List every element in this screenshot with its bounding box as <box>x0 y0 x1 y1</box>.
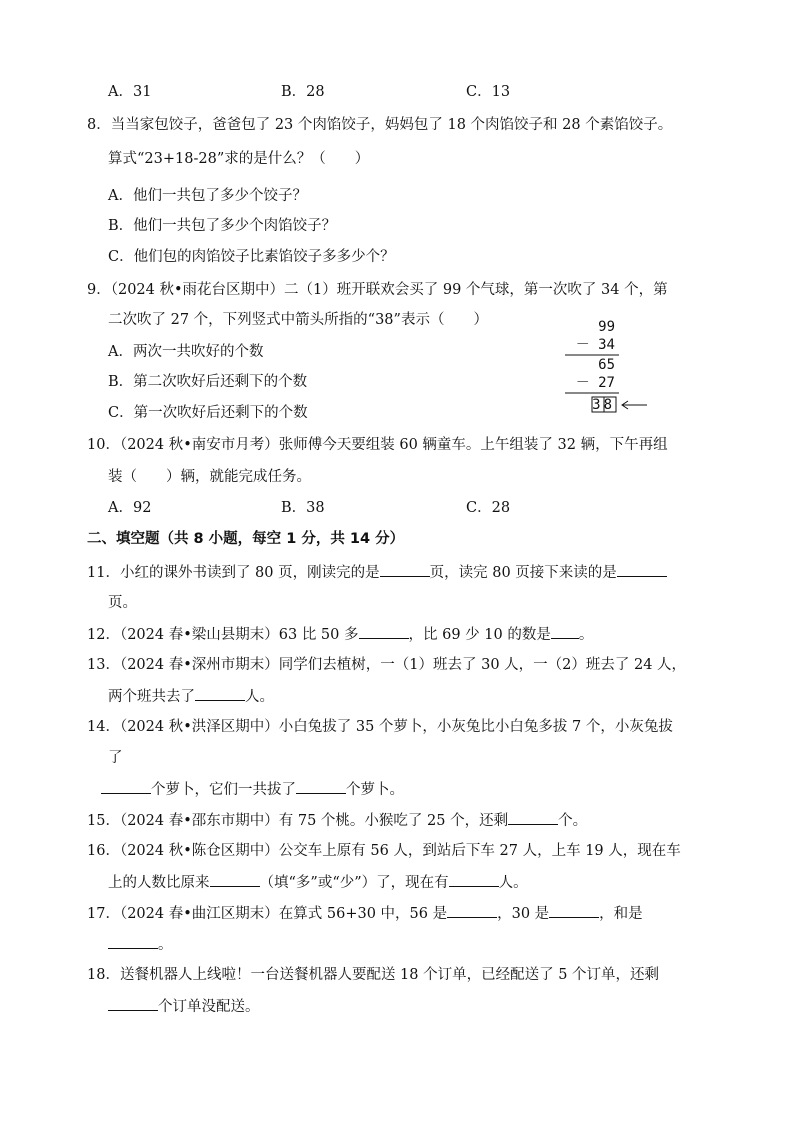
q17-line2 <box>108 934 173 955</box>
q16-text-4: 人。 <box>498 875 528 891</box>
q12-text-2: ，比 69 少 10 的数是 <box>408 627 551 643</box>
q11-blank-1 <box>380 562 430 577</box>
q18-blank-1 <box>108 996 158 1011</box>
q16-text-2: 上的人数比原来 <box>108 875 210 891</box>
q12-blank-1 <box>359 624 409 639</box>
section-heading-fill-in: 二、填空题（共 8 小题，每空 1 分，共 14 分） <box>87 531 405 547</box>
vertical-subtraction-figure <box>555 315 655 420</box>
q14-blank-2 <box>296 779 346 794</box>
q15-text-2: 个。 <box>558 813 588 829</box>
q11-text-1: 11．小红的课外书读到了 80 页，刚读完的是 <box>87 565 380 581</box>
calc-row3: 65 <box>598 357 615 373</box>
q8-stem-line2: 算式“23+18-28”求的是什么？（ ） <box>108 151 370 167</box>
q15-blank-1 <box>508 810 558 825</box>
q17-blank-3 <box>108 934 158 949</box>
q17-blank-2 <box>549 903 599 918</box>
q16-blank-1 <box>210 872 260 887</box>
q18-text-2: 个订单没配送。 <box>158 999 260 1015</box>
calc-result: 38 <box>592 397 615 413</box>
q13-line2 <box>108 686 274 707</box>
q16-line1: 16．（2024 秋•陈仓区期中）公交车上原有 56 人，到站后下车 27 人，上车 19 人，现在车 <box>87 843 681 859</box>
q14-blank-1 <box>101 779 151 794</box>
q14-text-3: 个萝卜，它们一共拔了 <box>151 782 296 798</box>
q11-text-2: 页，读完 80 页接下来读的是 <box>429 565 617 581</box>
q12-text-1: 12．（2024 春•梁山县期末）63 比 50 多 <box>87 627 359 643</box>
q14-line1: 14．（2024 秋•洪泽区期中）小白兔拔了 35 个萝卜，小灰兔比小白兔多拔 7 个，小灰兔拔 <box>87 719 673 735</box>
q10-option-c: C．28 <box>466 500 511 516</box>
q17-line1 <box>87 903 643 924</box>
q13-text-3: 人。 <box>245 689 274 705</box>
q13-text-2: 两个班共去了 <box>108 689 195 705</box>
q11-line2: 页。 <box>108 595 137 611</box>
q17-text-3: ，和是 <box>599 906 643 922</box>
q11-line1 <box>87 562 667 583</box>
q10-option-a: A．92 <box>108 500 152 516</box>
calc-row1: 99 <box>598 319 615 335</box>
q16-line2 <box>108 872 528 893</box>
q15-text-1: 15．（2024 春•邵东市期中）有 75 个桃。小猴吃了 25 个，还剩 <box>87 813 509 829</box>
q8-stem-line1: 8．当当家包饺子，爸爸包了 23 个肉馅饺子，妈妈包了 18 个肉馅饺子和 28 个素馅饺子。 <box>87 117 673 133</box>
q14-text-4: 个萝卜。 <box>346 782 404 798</box>
q17-text-1: 17．（2024 春•曲江区期末）在算式 56+30 中，56 是 <box>87 906 448 922</box>
q9-option-c: C．第一次吹好后还剩下的个数 <box>108 405 308 421</box>
q7-option-c: C．13 <box>466 84 511 100</box>
q8-option-b: B．他们一共包了多少个肉馅饺子？ <box>108 218 337 234</box>
q7-option-a: A．31 <box>108 84 152 100</box>
q8-option-a: A．他们一共包了多少个饺子？ <box>108 188 307 204</box>
calc-row4: － 27 <box>575 375 615 391</box>
calc-row2: － 34 <box>575 337 615 353</box>
q14-line3 <box>101 779 404 800</box>
q12-text-3: 。 <box>578 627 594 643</box>
q11-blank-2 <box>617 562 667 577</box>
q18-line2 <box>108 996 260 1017</box>
q10-stem-line1: 10．（2024 秋•南安市月考）张师傅今天要组装 60 辆童车。上午组装了 32 辆，下午再组 <box>87 437 668 453</box>
q8-option-c: C．他们包的肉馅饺子比素馅饺子多多少个？ <box>108 249 395 265</box>
q12-blank-2 <box>551 624 579 639</box>
q10-option-b: B．38 <box>281 500 325 516</box>
q13-line1: 13．（2024 春•深州市期末）同学们去植树，一（1）班去了 30 人，一（2）班去了 24 人， <box>87 657 687 673</box>
q18-line1: 18．送餐机器人上线啦！一台送餐机器人要配送 18 个订单，已经配送了 5 个订单，还剩 <box>87 967 660 983</box>
q16-text-3: （填“多”或“少”）了，现在有 <box>259 875 449 891</box>
q9-stem-line2: 二次吹了 27 个，下列竖式中箭头所指的“38”表示（ ） <box>108 312 488 328</box>
q17-text-4: 。 <box>158 937 173 953</box>
q9-option-b: B．第二次吹好后还剩下的个数 <box>108 374 308 390</box>
q9-option-a: A．两次一共吹好的个数 <box>108 344 264 360</box>
q10-stem-line2: 装（ ）辆，就能完成任务。 <box>108 469 311 485</box>
q12-line1 <box>87 624 593 645</box>
q17-blank-1 <box>447 903 497 918</box>
q9-stem-line1: 9．（2024 秋•雨花台区期中）二（1）班开联欢会买了 99 个气球，第一次吹了 34 个，第 <box>87 282 668 298</box>
q14-line2: 了 <box>108 750 123 766</box>
q7-option-b: B．28 <box>281 84 325 100</box>
q13-blank-1 <box>195 686 245 701</box>
q16-blank-2 <box>449 872 499 887</box>
q15-line1 <box>87 810 587 831</box>
q17-text-2: ，30 是 <box>497 906 550 922</box>
